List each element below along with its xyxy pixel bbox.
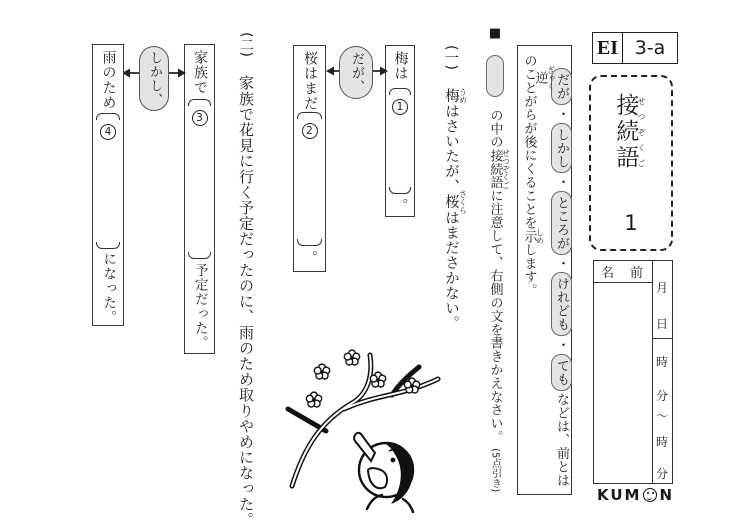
answer-box-3 — [184, 44, 215, 354]
connective-pill-daga: だが、 — [339, 46, 373, 99]
circled-number-3: 3 — [192, 110, 208, 126]
answer-box-1-endtext: 。 — [392, 198, 409, 213]
blank-connective-pill — [486, 55, 504, 97]
explanation-line-1: だが・しかし・ところが・けれども・てもなどは、前とは逆 ぎゃく — [544, 66, 568, 494]
question-2-sentence: 家族で花見に行く予定だったのに、雨のため取りやめになった。 — [237, 75, 255, 528]
person-looking-up — [354, 433, 413, 512]
answer-box-2 — [293, 45, 326, 272]
title-kanji: 接続語 — [612, 93, 639, 171]
answer-area-4[interactable] — [96, 113, 120, 249]
question-1-label: (一) — [443, 45, 459, 70]
answer-bracket-bottom — [297, 239, 322, 246]
name-label: 名前 — [594, 261, 652, 283]
question-2 — [231, 32, 255, 530]
answer-box-4-pretext: 雨のため — [100, 50, 117, 110]
conjunction-pill: だが — [551, 68, 572, 105]
name-input-area[interactable] — [594, 283, 652, 483]
answer-box-3-endtext: 予定だった。 — [191, 263, 208, 350]
hour-label: 時 — [655, 355, 668, 369]
kumon-logo-text-post: N — [659, 486, 675, 504]
conjunction-pill: しかし — [551, 123, 572, 174]
answer-box-3-pretext: 家族で — [192, 50, 209, 95]
answer-box-4 — [92, 44, 124, 326]
circled-number-2: 2 — [302, 123, 318, 139]
minute-label-2: 分 — [655, 467, 668, 481]
connective-pill-shikashi: しかし、 — [139, 46, 169, 111]
title-furigana: せつぞくご — [636, 93, 646, 171]
answer-box-2-pretext: 桜はまだ — [302, 51, 319, 111]
circled-number-1: 1 — [392, 99, 408, 115]
kumon-logo-text-pre: KUM — [597, 486, 642, 504]
scoring-note: (5点引き) — [489, 448, 501, 493]
explanation-line-2: のことがらが後にくることを示 しめします。 — [521, 54, 545, 297]
conjunction-pill: ても — [551, 354, 572, 391]
main-instruction: ■ の中の接続語 せつぞくごに注意して、右側の文を書きかえなさい。 (5点引き) — [487, 26, 511, 493]
answer-bracket-top — [188, 99, 211, 106]
worksheet-title-box — [589, 75, 673, 251]
circled-number-4: 4 — [100, 124, 116, 140]
filled-square-bullet: ■ — [487, 26, 503, 42]
kumon-logo-face-icon — [643, 488, 657, 502]
answer-bracket-bottom — [96, 242, 120, 249]
answer-box-1 — [385, 45, 415, 217]
answer-bracket-bottom — [389, 187, 411, 194]
kumon-logo — [597, 486, 674, 504]
day-label: 日 — [655, 317, 668, 331]
month-label: 月 — [655, 281, 668, 295]
level-code: EI — [593, 33, 623, 63]
answer-area-3[interactable] — [188, 99, 211, 259]
answer-bracket-top — [389, 88, 411, 95]
tilde: 〜 — [655, 409, 668, 423]
plum-branch-and-person-illustration — [272, 348, 448, 520]
answer-area-2[interactable] — [297, 112, 322, 246]
answer-box-1-pretext: 梅は — [392, 51, 409, 81]
worksheet-number: 1 — [624, 211, 638, 235]
worksheet-title — [613, 93, 646, 171]
explanation-box — [517, 45, 572, 495]
answer-box-2-endtext: 。 — [302, 250, 319, 265]
page-code: 3-a — [634, 37, 666, 59]
conjunction-pill: ところが — [551, 191, 572, 255]
question-2-label: (二) — [238, 32, 254, 57]
answer-bracket-top — [297, 112, 322, 119]
answer-box-4-endtext: になった。 — [100, 252, 117, 325]
answer-area-1[interactable] — [389, 88, 411, 194]
answer-bracket-top — [96, 113, 120, 120]
answer-bracket-bottom — [188, 252, 211, 259]
date-divider — [652, 338, 672, 339]
hour-label-2: 時 — [655, 435, 668, 449]
name-field-box — [593, 260, 660, 484]
conjunction-pill: けれども — [551, 272, 572, 336]
level-code-box — [592, 32, 678, 64]
date-time-column — [652, 260, 673, 484]
question-1-sentence: 梅 うめはさいたが、桜 さくらはまださかない。 — [443, 88, 468, 331]
minute-label: 分 — [655, 389, 668, 403]
